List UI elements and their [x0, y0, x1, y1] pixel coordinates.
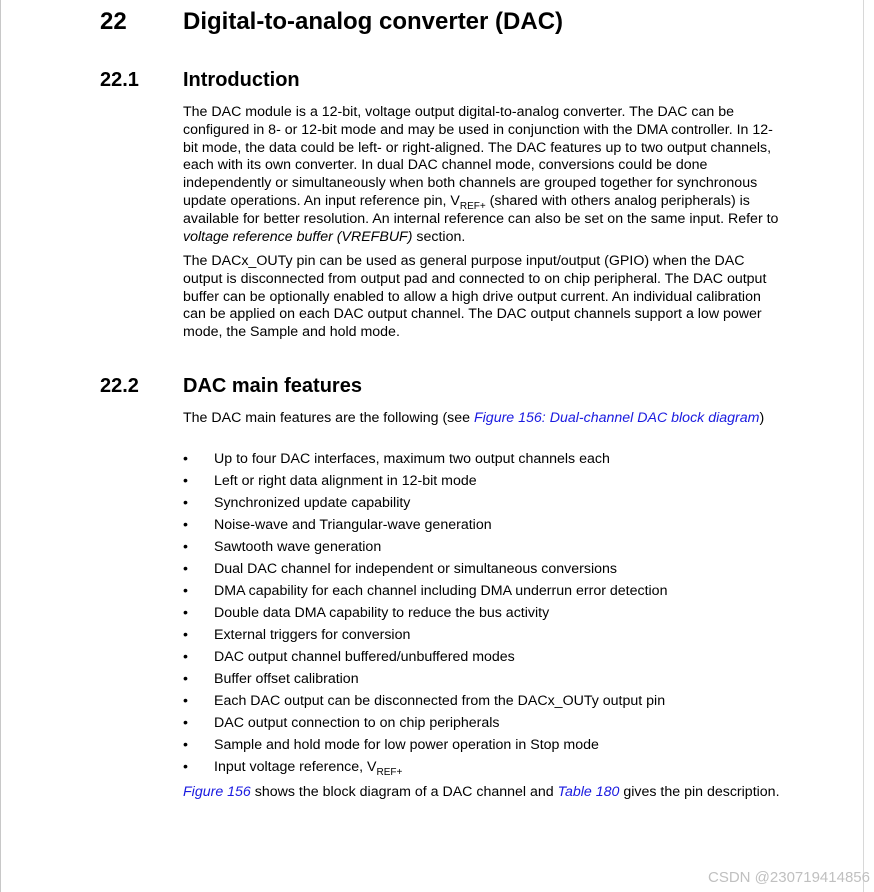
- figure-156-link[interactable]: Figure 156: [183, 784, 251, 800]
- list-item: [183, 582, 803, 604]
- list-item-text: Noise-wave and Triangular-wave generation: [214, 517, 492, 533]
- list-item: [183, 494, 803, 516]
- bullet-icon: •: [183, 473, 188, 489]
- list-item-text: DAC output connection to on chip peripherals: [214, 715, 500, 731]
- list-item-text: DMA capability for each channel including DMA underrun error detection: [214, 583, 668, 599]
- list-item-text: Dual DAC channel for independent or simultaneous conversions: [214, 561, 617, 577]
- section-title: DAC main features: [183, 375, 362, 397]
- list-item: [183, 648, 803, 670]
- section-heading-introduction: [100, 69, 300, 92]
- bullet-icon: •: [183, 451, 188, 467]
- list-item: [183, 538, 803, 560]
- list-item-text: Each DAC output can be disconnected from the DACx_OUTy output pin: [214, 693, 666, 709]
- bullet-icon: •: [183, 693, 188, 709]
- list-item: [183, 758, 803, 780]
- list-item: [183, 736, 803, 758]
- intro-paragraph-2: The DACx_OUTy pin can be used as general purpose input/output (GPIO) when the DAC output is disconnected from output pad and connected to on chip peripheral. The DAC output buffer can be optionally enabled to allow a high drive output current. An individual calibration can be applied on each DAC output channel. The DAC output channels support a low power mode, the Sample and hold mode.: [183, 253, 767, 341]
- intro-p1-text-a: The DAC module is a 12-bit, voltage output digital-to-analog converter. The DAC can be configured in 8- or 12-bit mode and may be used in conjunction with the DMA controller. In 12-bit mode, the data could be left- or right-aligned. The DAC features up to two output channels, each with its own converter. In dual DAC channel mode, conversions could be done independently or simultaneously when both channels are grouped together for synchronous update operations. An input reference pin, V: [183, 104, 773, 209]
- bullet-icon: •: [183, 715, 188, 731]
- watermark: CSDN @230719414856: [707, 869, 870, 886]
- list-item-text: Left or right data alignment in 12-bit mode: [214, 473, 477, 489]
- bullet-icon: •: [183, 517, 188, 533]
- bullet-icon: •: [183, 759, 188, 775]
- bullet-icon: •: [183, 627, 188, 643]
- features-list: [183, 450, 803, 780]
- intro-p1-text-c: section.: [412, 228, 466, 245]
- list-item-text: Double data DMA capability to reduce the bus activity: [214, 605, 550, 621]
- list-item: [183, 472, 803, 494]
- figure-156-link[interactable]: Figure 156: Dual-channel DAC block diagram: [473, 410, 760, 426]
- page-right-border: [863, 0, 864, 892]
- list-item: [183, 604, 803, 626]
- section-heading-features: [100, 375, 362, 398]
- closing-text-b: gives the pin description.: [619, 784, 780, 800]
- section-title: Introduction: [183, 69, 300, 91]
- page-left-border: [0, 0, 1, 892]
- section-number: 22.2: [100, 375, 139, 397]
- bullet-icon: •: [183, 539, 188, 555]
- list-item: [183, 670, 803, 692]
- bullet-icon: •: [183, 737, 188, 753]
- list-item-text: Synchronized update capability: [214, 495, 411, 511]
- list-item: [183, 450, 803, 472]
- list-item-text: Up to four DAC interfaces, maximum two output channels each: [214, 451, 610, 467]
- vref-subscript: REF+: [459, 200, 486, 212]
- features-intro-text-b: ): [759, 410, 765, 426]
- list-item: [183, 560, 803, 582]
- vrefbuf-reference: voltage reference buffer (VREFBUF): [183, 228, 413, 245]
- closing-text-a: shows the block diagram of a DAC channel and: [250, 784, 558, 800]
- list-item-text: Buffer offset calibration: [214, 671, 359, 687]
- vref-subscript: REF+: [376, 767, 403, 778]
- list-item-text: External triggers for conversion: [214, 627, 411, 643]
- intro-p1-text-b: (shared with others analog peripherals) is available for better resolution. An internal reference can also be set on the same input. Refer to: [183, 192, 779, 227]
- list-item-text: Sawtooth wave generation: [214, 539, 382, 555]
- list-item: [183, 714, 803, 736]
- bullet-icon: •: [183, 495, 188, 511]
- list-item: [183, 626, 803, 648]
- list-item-text: DAC output channel buffered/unbuffered modes: [214, 649, 515, 665]
- list-item-text: Sample and hold mode for low power operation in Stop mode: [214, 737, 599, 753]
- chapter-heading: [100, 8, 563, 36]
- features-intro-text-a: The DAC main features are the following (see: [183, 410, 474, 426]
- bullet-icon: •: [183, 583, 188, 599]
- chapter-title: Digital-to-analog converter (DAC): [183, 8, 564, 35]
- intro-paragraph-1: [183, 104, 783, 246]
- bullet-icon: •: [183, 671, 188, 687]
- section-number: 22.1: [100, 69, 139, 91]
- list-item: [183, 692, 803, 714]
- bullet-icon: •: [183, 605, 188, 621]
- features-closing: [183, 784, 783, 802]
- table-180-link[interactable]: Table 180: [557, 784, 620, 800]
- chapter-number: 22: [100, 8, 127, 35]
- list-item-text: Input voltage reference, V: [214, 759, 377, 775]
- features-intro: [183, 410, 783, 428]
- list-item: [183, 516, 803, 538]
- bullet-icon: •: [183, 561, 188, 577]
- bullet-icon: •: [183, 649, 188, 665]
